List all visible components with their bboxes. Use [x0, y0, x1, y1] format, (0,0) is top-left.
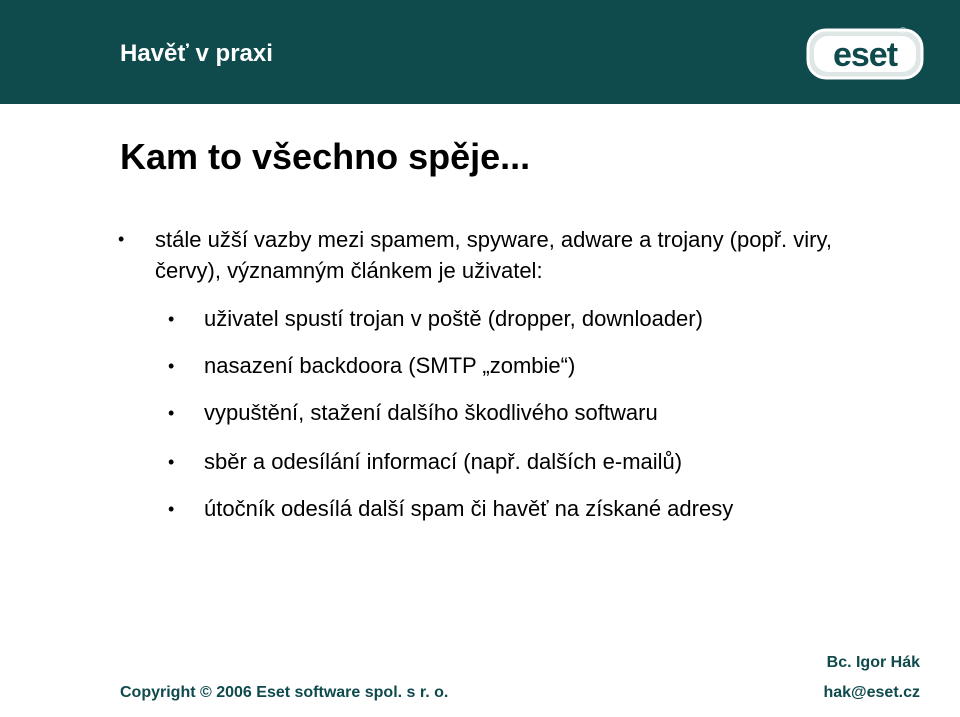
- sub-bullet-text: sběr a odesílání informací (např. dalších e-mailů): [204, 449, 683, 474]
- bullet-icon: •: [168, 403, 175, 423]
- header-bar: [0, 0, 960, 104]
- footer-email: hak@eset.cz: [823, 684, 920, 701]
- bullet-icon: •: [168, 356, 175, 376]
- sub-bullet-item: [168, 448, 888, 476]
- sub-bullet-text: vypuštění, stažení dalšího škodlivého softwaru: [204, 400, 658, 425]
- sub-bullet-item: [168, 352, 888, 380]
- slide-title: Kam to všechno spěje...: [120, 136, 531, 177]
- logo-text: eset: [832, 36, 898, 74]
- bullet-icon: •: [168, 499, 175, 519]
- main-bullet-text: stále užší vazby mezi spamem, spyware, adware a trojany (popř. viry, červy), významným článkem je uživatel:: [155, 227, 832, 283]
- sub-bullet-item: [168, 305, 888, 333]
- registered-mark: ®: [900, 26, 906, 35]
- header-title: Havěť v praxi: [120, 40, 273, 67]
- footer-author: Bc. Igor Hák: [826, 654, 920, 671]
- sub-bullet-item: [168, 399, 888, 427]
- bullet-icon: •: [118, 229, 125, 249]
- main-bullet-item: [118, 224, 858, 286]
- sub-bullet-text: nasazení backdoora (SMTP „zombie“): [204, 353, 576, 378]
- bullet-icon: •: [168, 309, 175, 329]
- sub-bullet-text: útočník odesílá další spam či havěť na získané adresy: [204, 496, 734, 521]
- sub-bullet-text: uživatel spustí trojan v poště (dropper, downloader): [204, 306, 703, 331]
- eset-logo: [806, 28, 924, 80]
- bullet-icon: •: [168, 452, 175, 472]
- sub-bullet-item: [168, 495, 888, 523]
- footer-copyright: Copyright © 2006 Eset software spol. s r. o.: [120, 684, 449, 701]
